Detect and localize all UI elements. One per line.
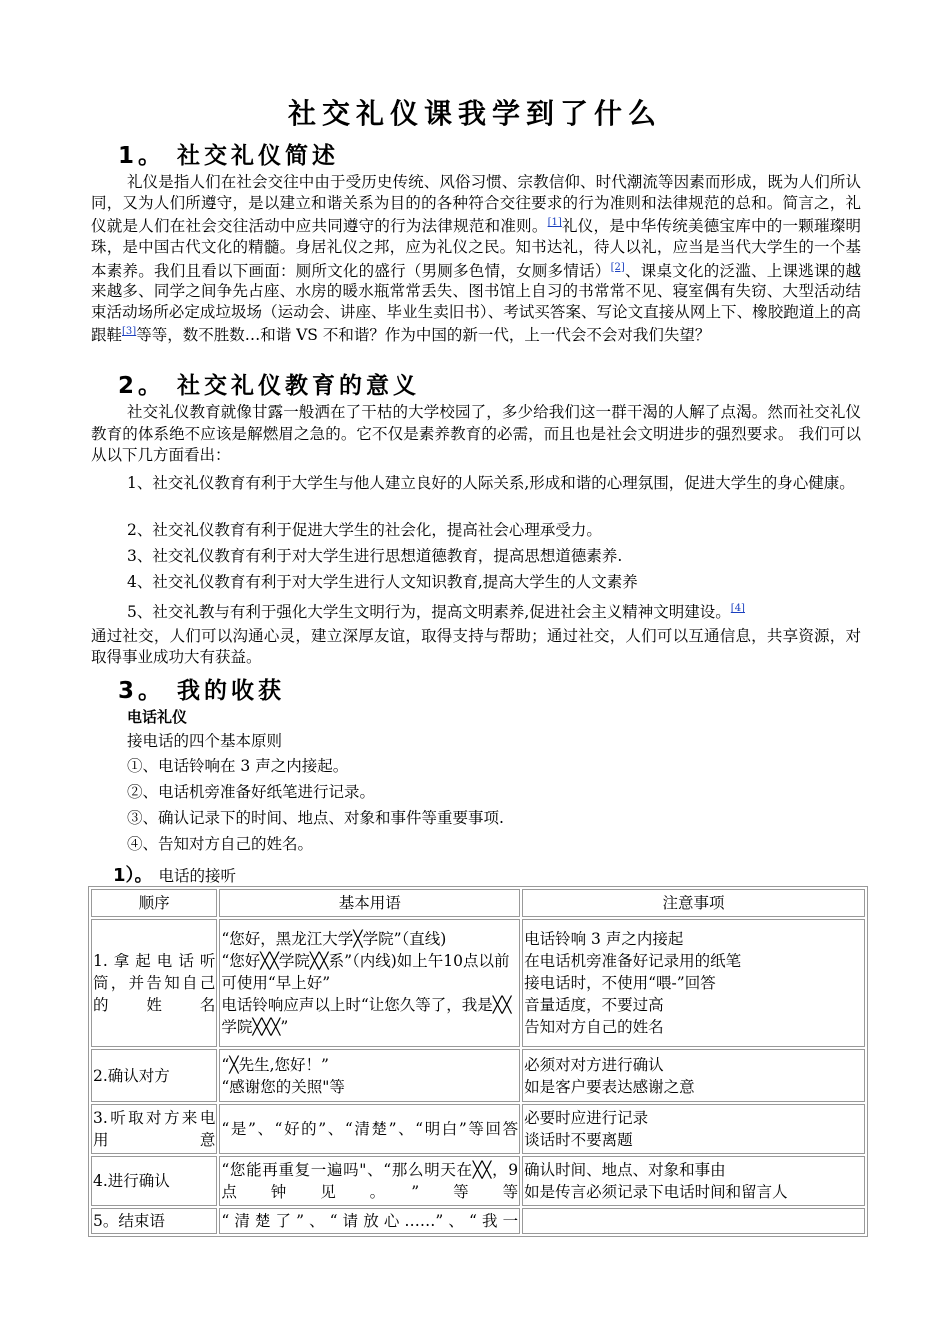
section-title: 我的收获 (177, 678, 286, 704)
note-line: 告知对方自己的姓名 (524, 1018, 664, 1036)
phrase-line: “您好╳╳学院╳╳系”（内线)如上午10点以前可使用“早上好” (221, 952, 510, 992)
footnote-link-4[interactable]: [4] (730, 603, 745, 614)
column-header-phrases: 基本用语 (219, 889, 520, 917)
subsection-title: 电话的接听 (158, 867, 237, 885)
section-title: 社交礼仪简述 (177, 143, 340, 169)
note-line: 谈话时不要离题 (524, 1131, 633, 1149)
phrase-line: 电话铃响应声以上时“让您久等了，我是╳╳学院╳╳╳” (221, 996, 512, 1036)
list-item-3: 3、社交礼仪教育有利于对大学生进行思想道德教育，提高思想道德素养. (127, 547, 623, 565)
phrases-cell (219, 1049, 520, 1102)
phrases-cell (219, 1208, 520, 1234)
table-row (91, 919, 865, 1047)
column-header-notes: 注意事项 (522, 889, 865, 917)
phone-etiquette-title: 电话礼仪 (127, 708, 188, 726)
notes-cell (522, 919, 865, 1047)
notes-cell (522, 1156, 865, 1206)
notes-cell (522, 1208, 865, 1234)
section-number: 2。 (118, 373, 166, 399)
principles-title: 接电话的四个基本原则 (127, 732, 283, 750)
paragraph-etiquette-definition (91, 172, 861, 346)
table-row (91, 1156, 865, 1206)
principle-item: ④、告知对方自己的姓名。 (127, 835, 314, 853)
paragraph-social-benefits: 通过社交，人们可以沟通心灵，建立深厚友谊，取得支持与帮助；通过社交，人们可以互通信息，共享资源，对取得事业成功大有获益。 (91, 627, 861, 666)
step-cell: 2.确认对方 (91, 1049, 217, 1102)
note-line: 如是客户要表达感谢之意 (524, 1077, 695, 1096)
column-header-step: 顺序 (91, 889, 217, 917)
section-number: 3。 (118, 678, 166, 704)
subsection-heading (113, 861, 236, 887)
step-text: 3.听取对方来电用意 (93, 1109, 216, 1149)
phrase-line: “╳先生,您好！” (221, 1055, 329, 1074)
step-cell (91, 1104, 217, 1154)
list-item-4: 4、社交礼仪教育有利于对大学生进行人文知识教育,提高大学生的人文素养 (127, 573, 638, 591)
note-line: 音量适度，不要过高 (524, 996, 664, 1014)
footnote-link-1[interactable]: [1] (547, 217, 562, 229)
note-line: 确认时间、地点、对象和事由 (524, 1161, 726, 1179)
note-line: 电话铃响 3 声之内接起 (524, 930, 684, 948)
phrase-line: “您好，黑龙江大学╳学院”（直线) (221, 930, 447, 948)
section-number: 1。 (118, 143, 166, 169)
text-run: 5、社交礼教与有利于强化大学生文明行为，提高文明素养,促进社会主义精神文明建设。 (127, 603, 731, 622)
phrase-line: “是”、“好的”、“清楚”、“明白”等回答 (221, 1120, 519, 1138)
phone-answering-table (88, 886, 868, 1237)
paragraph-education-intro: 社交礼仪教育就像甘露一般洒在了干枯的大学校园了，多少给我们这一群干渴的人解了点渴。然而社交礼仪教育的体系绝不应该是解燃眉之急的。它不仅是素养教育的必需，而且也是社会文明进步的强烈要求。 我们可以从以下几方面看出： (91, 403, 861, 464)
step-cell: 4.进行确认 (91, 1156, 217, 1206)
section-heading-2 (118, 367, 420, 400)
note-line: 在电话机旁准备好记录用的纸笔 (524, 952, 742, 970)
note-line: 必要时应进行记录 (524, 1109, 649, 1127)
phrases-cell (219, 919, 520, 1047)
principle-item: ②、电话机旁准备好纸笔进行记录。 (127, 783, 376, 801)
table-header-row (91, 889, 865, 917)
text-run: 等等，数不胜数…和谐 VS 不和谐？作为中国的新一代，上一代会不会对我们失望？ (136, 326, 711, 345)
notes-cell (522, 1049, 865, 1102)
note-line: 必须对对方进行确认 (524, 1055, 664, 1074)
phrases-cell (219, 1156, 520, 1206)
phrase-line: “感谢您的关照"等 (221, 1077, 345, 1096)
phrase-line: “您能再重复一遍吗"、“那么明天在╳╳，9 点钟见。”等等 (221, 1161, 519, 1201)
footnote-link-2[interactable]: [2] (610, 261, 625, 273)
note-line: 如是传言必须记录下电话时间和留言人 (524, 1183, 788, 1201)
step-cell (91, 919, 217, 1047)
subsection-number: 1）。 (113, 865, 153, 886)
step-text: 1.拿起电话听筒，并告知自己的姓名 (93, 952, 216, 1014)
text-run: 礼仪，是中华传统美德宝库中的一颗璀璨明珠，是中国古代文化的精髓。身居礼仪之邦，应为礼仪之民。知书达礼，待人以礼，应当是当代大学生的一个基本素养。我们且看以下画面：厕所文化的盛行（男厕多色情，女厕多情话） (91, 217, 861, 280)
text-run: 、课桌文化的泛滥、上课逃课的越来越多、同学之间争先占座、水房的暖水瓶常常丢失、图书馆上自习的书常常不见、寝室偶有失窃、大型活动结束活动场所必定成垃圾场（运动会、讲座、毕业生卖旧书）、考试买答案、写论文直接从网上下、橡胶跑道上的高跟鞋 (91, 261, 861, 345)
table-row (91, 1049, 865, 1102)
table-row (91, 1104, 865, 1154)
list-item-2: 2、社交礼仪教育有利于促进大学生的社会化，提高社会心理承受力。 (127, 521, 602, 539)
list-item-5 (91, 599, 861, 623)
phrases-cell (219, 1104, 520, 1154)
step-cell: 5。结束语 (91, 1208, 217, 1234)
note-line: 接电话时，不使用“喂-”回答 (524, 974, 716, 992)
principle-item: ①、电话铃响在 3 声之内接起。 (127, 757, 349, 775)
section-heading-1 (118, 137, 339, 170)
text-run: 礼仪是指人们在社会交往中由于受历史传统、风俗习惯、宗教信仰、时代潮流等因素而形成，既为人们所认同，又为人们所遵守，是以建立和谐关系为目的的各种符合交往要求的行为准则和法律规范的总和。简言之，礼仪就是人们在社会交往活动中应共同遵守的行为法律规范和准则。 (91, 173, 861, 236)
list-item-1: 1、社交礼仪教育有利于大学生与他人建立良好的人际关系,形成和谐的心理氛围，促进大学生的身心健康。 (127, 474, 855, 492)
footnote-link-3[interactable]: [3] (122, 326, 137, 338)
document-title: 社交礼仪课我学到了什么 (287, 97, 662, 130)
notes-cell (522, 1104, 865, 1154)
section-heading-3 (118, 672, 285, 705)
table-row (91, 1208, 865, 1234)
principle-item: ③、确认记录下的时间、地点、对象和事件等重要事项. (127, 809, 504, 827)
section-title: 社交礼仪教育的意义 (177, 373, 421, 399)
phrase-line: “清楚了”、“请放心……”、“我一 (221, 1212, 519, 1230)
